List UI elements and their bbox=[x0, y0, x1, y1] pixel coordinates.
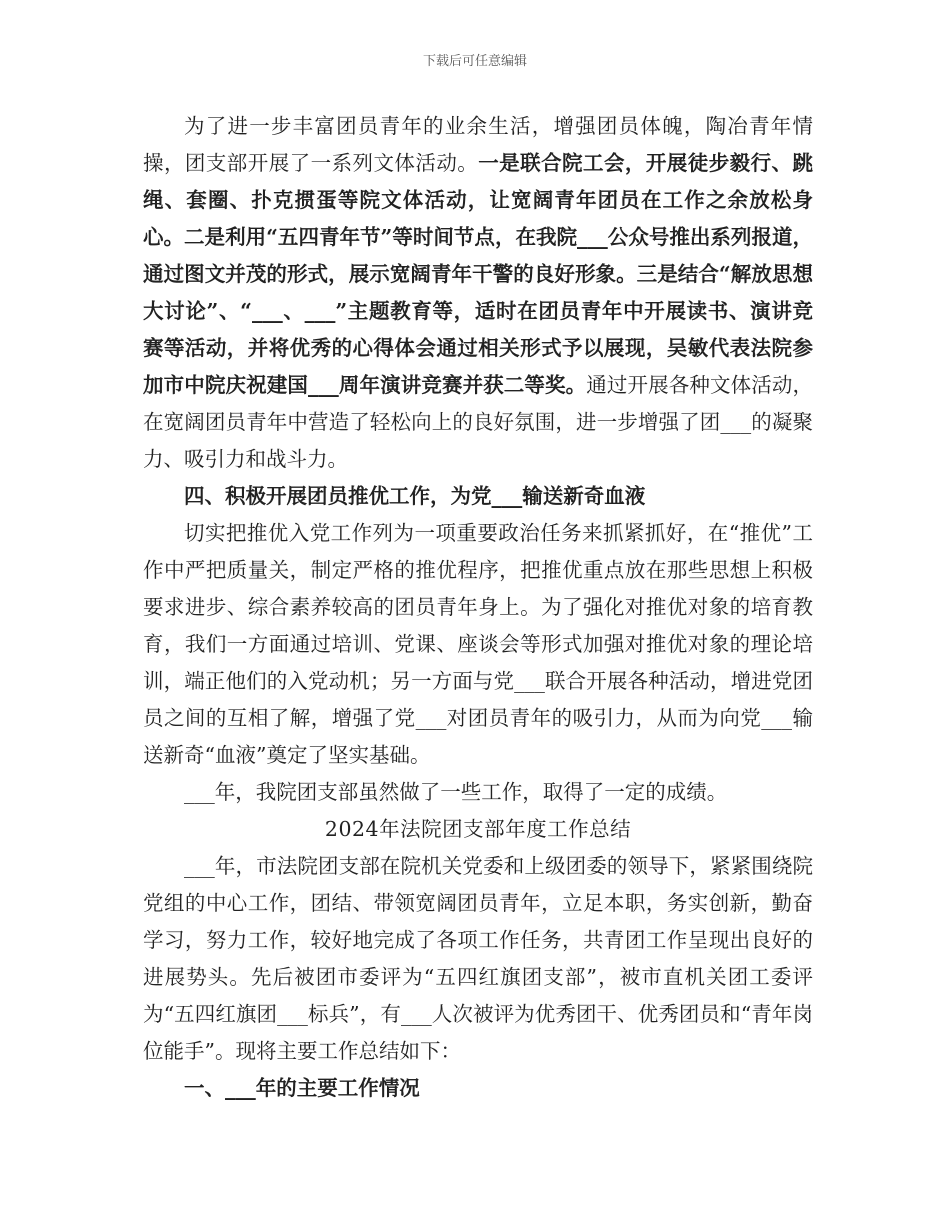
paragraph-bold-text: 一是联合院工会，开展徒步毅行、跳绳、套圈、扑克掼蛋等院文体活动，让宽阔青年团员在工作之余放松身心。二是利用“五四青年节”等时间节点，在我院___公众号推出系列报道，通过图文并茂的形式，展示宽阔青年干警的良好形象。三是结合“解放思想大讨论”、“___、___”主题教育等，适时在团员青年中开展读书、演讲竞赛等活动，并将优秀的心得体会通过相关形式予以展现，吴敏代表法院参加市中院庆祝建国___周年演讲竞赛并获二等奖。 bbox=[143, 151, 814, 397]
paragraph-conclusion-text: 通过开展各种文体活动，在宽阔团员青年中营造了轻松向上的良好氛围，进一步增强了团___的凝聚力、吸引力和战斗力。 bbox=[143, 373, 814, 471]
paragraph-annual-overview: ___年，市法院团支部在院机关党委和上级团委的领导下，紧紧围绕院党组的中心工作，团结、带领宽阔团员青年，立足本职，务实创新，勤奋学习，努力工作，较好地完成了各项工作任务，共青团工作呈现出良好的进展势头。先后被团市委评为“五四红旗团支部”，被市直机关团工委评为“五四红旗团___标兵”，有___人次被评为优秀团干、优秀团员和“青年岗位能手”。现将主要工作总结如下： bbox=[143, 854, 813, 1063]
section-heading-one: 一、___年的主要工作情况 bbox=[184, 1076, 420, 1100]
page-header: 下载后可任意编辑 bbox=[422, 54, 527, 69]
paragraph-summary-sentence: ___年，我院团支部虽然做了一些工作，取得了一定的成绩。 bbox=[184, 780, 728, 804]
paragraph-intro-text: 为了进一步丰富团员青年的业余生活，增强团员体魄，陶冶青年情操，团支部开展了一系列文体活动。 bbox=[143, 114, 813, 175]
paragraph-cultural-activities bbox=[143, 108, 813, 478]
paragraph-recommendation-work: 切实把推优入党工作列为一项重要政治任务来抓紧抓好，在“推优”工作中严把质量关，制定严格的推优程序，把推优重点放在那些思想上积极要求进步、综合素养较高的团员青年身上。为了强化对推优对象的培育教育，我们一方面通过培训、党课、座谈会等形式加强对推优对象的理论培训，端正他们的入党动机；另一方面与党___联合开展各种活动，增进党团员之间的互相了解，增强了党___对团员青年的吸引力，从而为向党___输送新奇“血液”奠定了坚实基础。 bbox=[143, 521, 813, 767]
document-body bbox=[143, 108, 813, 1107]
section-heading-four: 四、积极开展团员推优工作，为党___输送新奇血液 bbox=[184, 484, 646, 508]
document-title: 2024年法院团支部年度工作总结 bbox=[324, 817, 632, 841]
